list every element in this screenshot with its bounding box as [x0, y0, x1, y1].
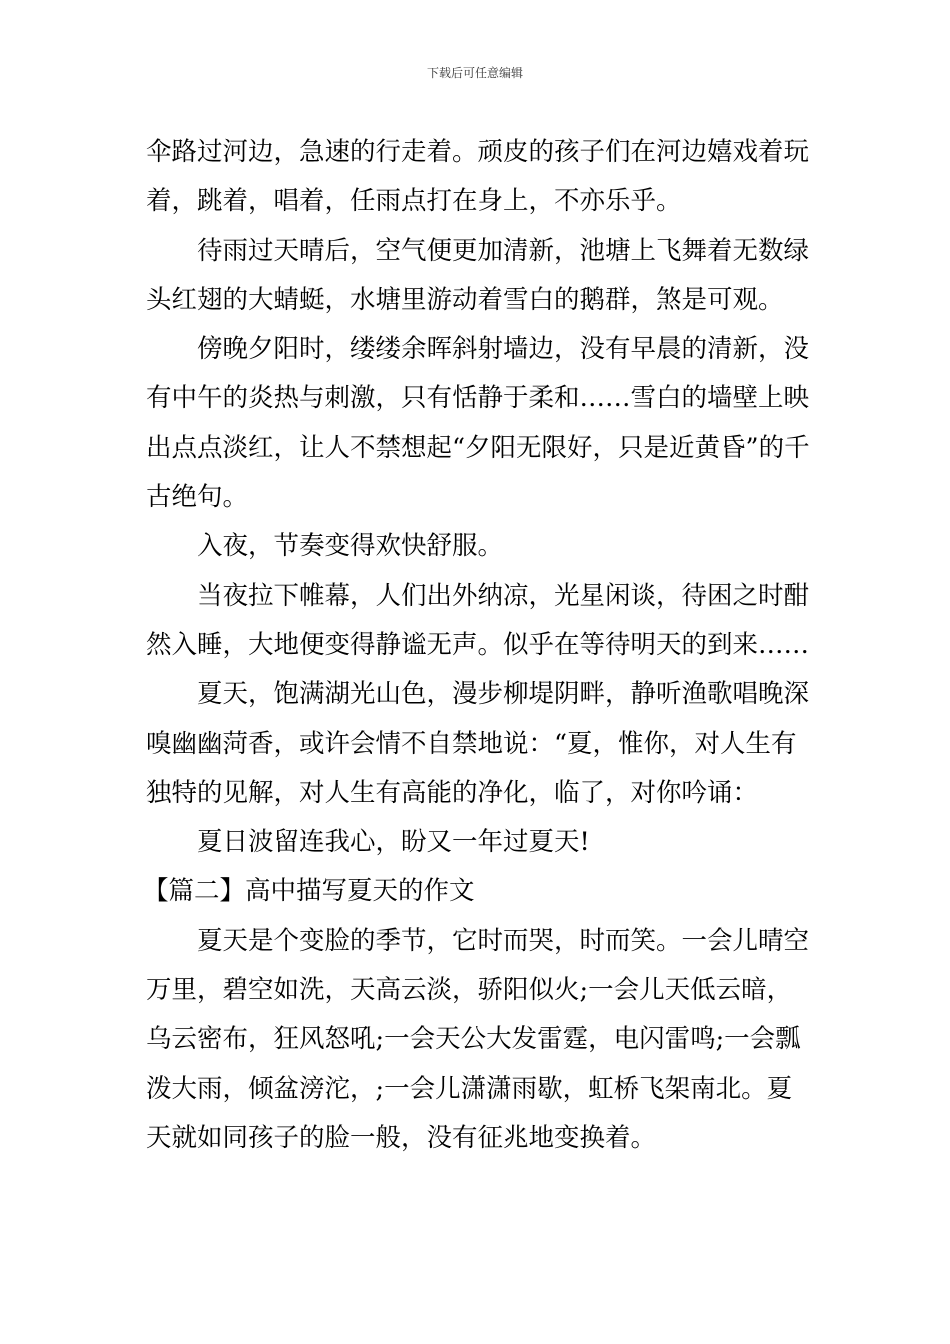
paragraph: 当夜拉下帷幕，人们出外纳凉，光星闲谈，待困之时酣然入睡，大地便变得静谧无声。似乎在等待明天的到来…… — [146, 580, 810, 660]
paragraph: 入夜，节奏变得欢快舒服。 — [197, 531, 504, 562]
page-header-note: 下载后可任意编辑 — [426, 66, 523, 80]
paragraph: 夏天，饱满湖光山色，漫步柳堤阴畔，静听渔歌唱晚深嗅幽幽菏香，或许会情不自禁地说：“夏，惟你，对人生有独特的见解，对人生有高能的净化，临了，对你吟诵： — [146, 679, 810, 808]
document-body — [143, 128, 816, 1163]
paragraph: 待雨过天晴后，空气便更加清新，池塘上飞舞着无数绿头红翅的大蜻蜓，水塘里游动着雪白的鹅群，煞是可观。 — [146, 235, 810, 315]
paragraph: 夏日波留连我心，盼又一年过夏天! — [197, 827, 590, 858]
paragraph: 夏天是个变脸的季节，它时而哭，时而笑。一会儿晴空万里，碧空如洗，天高云淡，骄阳似火;一会儿天低云暗，乌云密布，狂风怒吼;一会天公大发雷霆，电闪雷鸣;一会瓢泼大雨，倾盆滂沱，;一会儿潇潇雨歇，虹桥飞架南北。夏天就如同孩子的脸一般，没有征兆地变换着。 — [146, 925, 810, 1153]
section-heading: 【篇二】高中描写夏天的作文 — [143, 876, 475, 907]
paragraph: 伞路过河边，急速的行走着。顽皮的孩子们在河边嬉戏着玩着，跳着，唱着，任雨点打在身上，不亦乐乎。 — [146, 137, 810, 217]
paragraph: 傍晚夕阳时，缕缕余晖斜射墙边，没有早晨的清新，没有中午的炎热与刺激，只有恬静于柔和……雪白的墙壁上映出点点淡红，让人不禁想起“夕阳无限好，只是近黄昏”的千古绝句。 — [146, 334, 810, 513]
